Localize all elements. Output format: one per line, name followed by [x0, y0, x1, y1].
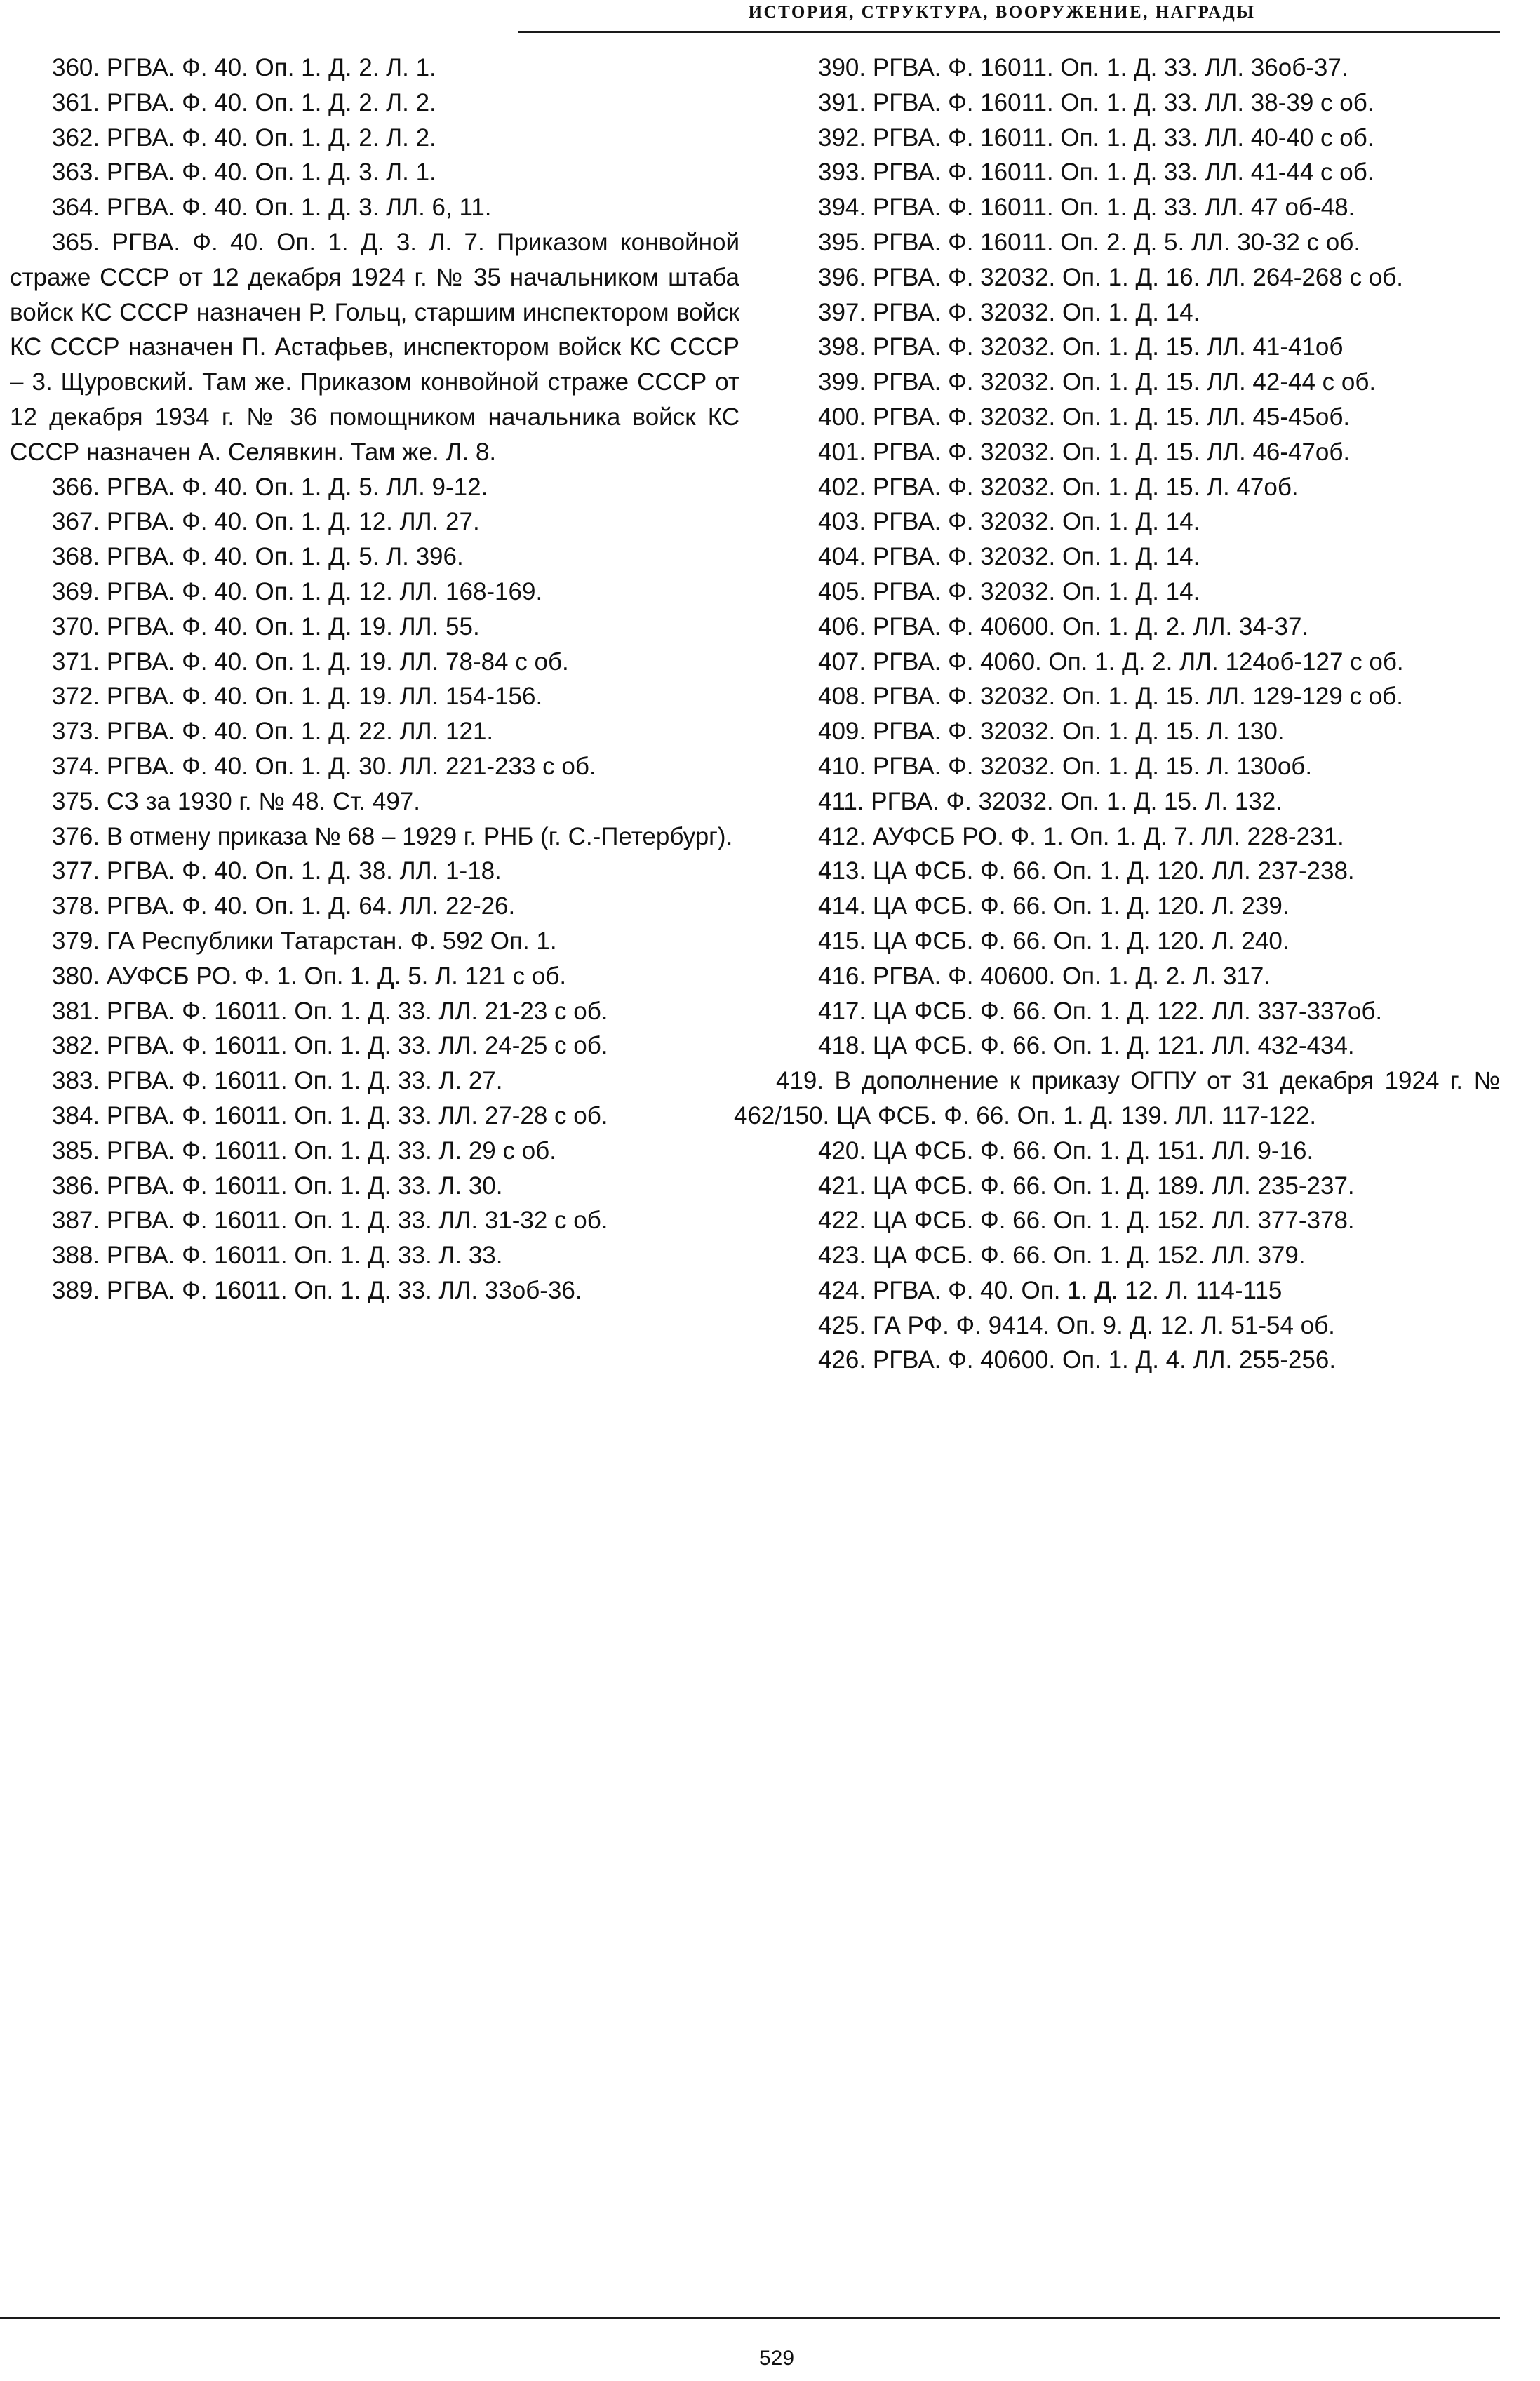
note-381: 381. РГВА. Ф. 16011. Оп. 1. Д. 33. ЛЛ. 21-23 с об.	[52, 997, 608, 1025]
note-417: 417. ЦА ФСБ. Ф. 66. Оп. 1. Д. 122. ЛЛ. 337-337об.	[818, 997, 1383, 1025]
note-370: 370. РГВА. Ф. 40. Оп. 1. Д. 19. ЛЛ. 55.	[52, 612, 480, 640]
note-389: 389. РГВА. Ф. 16011. Оп. 1. Д. 33. ЛЛ. 33об-36.	[52, 1276, 582, 1304]
note-384: 384. РГВА. Ф. 16011. Оп. 1. Д. 33. ЛЛ. 27-28 с об.	[52, 1101, 608, 1129]
note-421: 421. ЦА ФСБ. Ф. 66. Оп. 1. Д. 189. ЛЛ. 235-237.	[818, 1172, 1355, 1200]
note-413: 413. ЦА ФСБ. Ф. 66. Оп. 1. Д. 120. ЛЛ. 237-238.	[818, 857, 1355, 885]
note-415: 415. ЦА ФСБ. Ф. 66. Оп. 1. Д. 120. Л. 240.	[818, 927, 1290, 955]
note-365: 365. РГВА. Ф. 40. Оп. 1. Д. 3. Л. 7. Приказом конвойной страже СССР от 12 декабря 1924 г. № 35 начальником штаба войск КС СССР назначен Р. Гольц, старшим инспектором войск КС СССР назначен П. Астафьев, инспектором войск КС СССР – 3. Щуровский. Там же. Приказом конвойной страже СССР от 12 декабря 1934 г. № 36 помощником начальника войск КС СССР назначен А. Селявкин. Там же. Л. 8.	[10, 228, 739, 466]
note-391: 391. РГВА. Ф. 16011. Оп. 1. Д. 33. ЛЛ. 38-39 с об.	[818, 88, 1374, 116]
note-405: 405. РГВА. Ф. 32032. Оп. 1. Д. 14.	[818, 577, 1200, 605]
note-396: 396. РГВА. Ф. 32032. Оп. 1. Д. 16. ЛЛ. 264-268 с об.	[818, 263, 1404, 291]
note-392: 392. РГВА. Ф. 16011. Оп. 1. Д. 33. ЛЛ. 40-40 с об.	[818, 123, 1374, 152]
note-371: 371. РГВА. Ф. 40. Оп. 1. Д. 19. ЛЛ. 78-84 с об.	[52, 648, 569, 676]
note-408: 408. РГВА. Ф. 32032. Оп. 1. Д. 15. ЛЛ. 129-129 с об.	[818, 683, 1404, 711]
note-414: 414. ЦА ФСБ. Ф. 66. Оп. 1. Д. 120. Л. 239.	[818, 892, 1290, 920]
note-420: 420. ЦА ФСБ. Ф. 66. Оп. 1. Д. 151. ЛЛ. 9-16.	[818, 1136, 1314, 1165]
note-406: 406. РГВА. Ф. 40600. Оп. 1. Д. 2. ЛЛ. 34-37.	[818, 612, 1309, 640]
notes-column-right	[734, 51, 1500, 1378]
note-385: 385. РГВА. Ф. 16011. Оп. 1. Д. 33. Л. 29 с об.	[52, 1136, 556, 1165]
note-425: 425. ГА РФ. Ф. 9414. Оп. 9. Д. 12. Л. 51-54 об.	[818, 1311, 1335, 1339]
note-368: 368. РГВА. Ф. 40. Оп. 1. Д. 5. Л. 396.	[52, 543, 464, 571]
note-387: 387. РГВА. Ф. 16011. Оп. 1. Д. 33. ЛЛ. 31-32 с об.	[52, 1207, 608, 1235]
note-402: 402. РГВА. Ф. 32032. Оп. 1. Д. 15. Л. 47об.	[818, 473, 1299, 501]
note-377: 377. РГВА. Ф. 40. Оп. 1. Д. 38. ЛЛ. 1-18.	[52, 857, 502, 885]
note-409: 409. РГВА. Ф. 32032. Оп. 1. Д. 15. Л. 130.	[818, 718, 1285, 746]
note-397: 397. РГВА. Ф. 32032. Оп. 1. Д. 14.	[818, 298, 1200, 326]
note-416: 416. РГВА. Ф. 40600. Оп. 1. Д. 2. Л. 317.	[818, 962, 1271, 990]
note-361: 361. РГВА. Ф. 40. Оп. 1. Д. 2. Л. 2.	[52, 88, 436, 116]
note-378: 378. РГВА. Ф. 40. Оп. 1. Д. 64. ЛЛ. 22-26.	[52, 892, 516, 920]
note-400: 400. РГВА. Ф. 32032. Оп. 1. Д. 15. ЛЛ. 45-45об.	[818, 403, 1351, 431]
note-419: 419. В дополнение к приказу ОГПУ от 31 декабря 1924 г. № 462/150. ЦА ФСБ. Ф. 66. Оп. 1. Д. 139. ЛЛ. 117-122.	[734, 1067, 1500, 1129]
running-header: ИСТОРИЯ, СТРУКТУРА, ВООРУЖЕНИЕ, НАГРАДЫ	[748, 3, 1256, 22]
note-418: 418. ЦА ФСБ. Ф. 66. Оп. 1. Д. 121. ЛЛ. 432-434.	[818, 1032, 1355, 1060]
note-410: 410. РГВА. Ф. 32032. Оп. 1. Д. 15. Л. 130об.	[818, 752, 1313, 780]
header-rule	[518, 31, 1500, 33]
note-379: 379. ГА Республики Татарстан. Ф. 592 Оп. 1.	[52, 927, 557, 955]
note-376: 376. В отмену приказа № 68 – 1929 г. РНБ (г. С.-Петербург).	[52, 822, 733, 850]
note-380: 380. АУФСБ РО. Ф. 1. Оп. 1. Д. 5. Л. 121 с об.	[52, 962, 567, 990]
note-382: 382. РГВА. Ф. 16011. Оп. 1. Д. 33. ЛЛ. 24-25 с об.	[52, 1032, 608, 1060]
note-424: 424. РГВА. Ф. 40. Оп. 1. Д. 12. Л. 114-115	[818, 1276, 1283, 1304]
note-383: 383. РГВА. Ф. 16011. Оп. 1. Д. 33. Л. 27.	[52, 1067, 503, 1095]
note-401: 401. РГВА. Ф. 32032. Оп. 1. Д. 15. ЛЛ. 46-47об.	[818, 438, 1351, 466]
note-374: 374. РГВА. Ф. 40. Оп. 1. Д. 30. ЛЛ. 221-233 с об.	[52, 752, 596, 780]
note-426: 426. РГВА. Ф. 40600. Оп. 1. Д. 4. ЛЛ. 255-256.	[818, 1346, 1337, 1374]
note-407: 407. РГВА. Ф. 4060. Оп. 1. Д. 2. ЛЛ. 124об-127 с об.	[818, 648, 1404, 676]
note-367: 367. РГВА. Ф. 40. Оп. 1. Д. 12. ЛЛ. 27.	[52, 508, 480, 536]
note-366: 366. РГВА. Ф. 40. Оп. 1. Д. 5. ЛЛ. 9-12.	[52, 473, 488, 501]
note-364: 364. РГВА. Ф. 40. Оп. 1. Д. 3. ЛЛ. 6, 11.	[52, 194, 492, 222]
note-398: 398. РГВА. Ф. 32032. Оп. 1. Д. 15. ЛЛ. 41-41об	[818, 333, 1344, 361]
footer-rule	[0, 2317, 1500, 2319]
note-388: 388. РГВА. Ф. 16011. Оп. 1. Д. 33. Л. 33.	[52, 1242, 503, 1270]
note-372: 372. РГВА. Ф. 40. Оп. 1. Д. 19. ЛЛ. 154-156.	[52, 683, 543, 711]
note-373: 373. РГВА. Ф. 40. Оп. 1. Д. 22. ЛЛ. 121.	[52, 718, 494, 746]
note-375: 375. СЗ за 1930 г. № 48. Ст. 497.	[52, 787, 420, 815]
notes-column-left	[10, 51, 739, 1308]
note-362: 362. РГВА. Ф. 40. Оп. 1. Д. 2. Л. 2.	[52, 123, 436, 152]
note-395: 395. РГВА. Ф. 16011. Оп. 2. Д. 5. ЛЛ. 30-32 с об.	[818, 228, 1361, 256]
note-390: 390. РГВА. Ф. 16011. Оп. 1. Д. 33. ЛЛ. 36об-37.	[818, 54, 1348, 81]
page-number: 529	[758, 2347, 795, 2370]
note-423: 423. ЦА ФСБ. Ф. 66. Оп. 1. Д. 152. ЛЛ. 379.	[818, 1242, 1306, 1270]
note-403: 403. РГВА. Ф. 32032. Оп. 1. Д. 14.	[818, 508, 1200, 536]
note-399: 399. РГВА. Ф. 32032. Оп. 1. Д. 15. ЛЛ. 42-44 с об.	[818, 368, 1377, 396]
note-386: 386. РГВА. Ф. 16011. Оп. 1. Д. 33. Л. 30.	[52, 1172, 503, 1200]
note-369: 369. РГВА. Ф. 40. Оп. 1. Д. 12. ЛЛ. 168-169.	[52, 577, 543, 605]
note-394: 394. РГВА. Ф. 16011. Оп. 1. Д. 33. ЛЛ. 47 об-48.	[818, 194, 1355, 222]
note-404: 404. РГВА. Ф. 32032. Оп. 1. Д. 14.	[818, 543, 1200, 571]
note-422: 422. ЦА ФСБ. Ф. 66. Оп. 1. Д. 152. ЛЛ. 377-378.	[818, 1207, 1355, 1235]
note-360: 360. РГВА. Ф. 40. Оп. 1. Д. 2. Л. 1.	[52, 54, 436, 81]
note-412: 412. АУФСБ РО. Ф. 1. Оп. 1. Д. 7. ЛЛ. 228-231.	[818, 822, 1344, 850]
note-363: 363. РГВА. Ф. 40. Оп. 1. Д. 3. Л. 1.	[52, 159, 436, 187]
note-411: 411. РГВА. Ф. 32032. Оп. 1. Д. 15. Л. 132.	[818, 787, 1283, 815]
note-393: 393. РГВА. Ф. 16011. Оп. 1. Д. 33. ЛЛ. 41-44 с об.	[818, 159, 1374, 187]
